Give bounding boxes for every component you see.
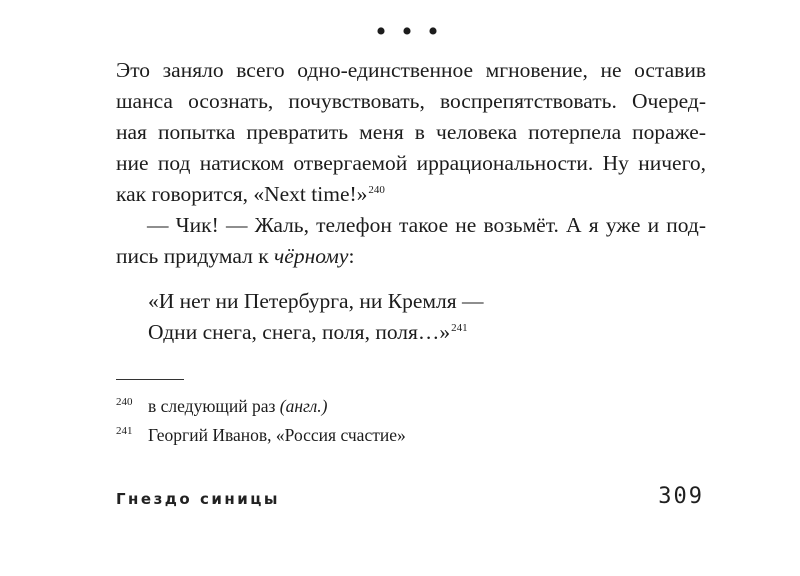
poem-line-2: [148, 317, 483, 348]
section-break-ornament: • • •: [375, 15, 443, 48]
paragraph-1-line-1: Это заняло всего одно-единственное мгновение, не оставив: [116, 58, 706, 82]
footnote-text-main: в следующий раз: [148, 396, 280, 416]
paragraph-2-suffix: :: [348, 244, 355, 268]
footnote-240: [116, 392, 406, 421]
paragraph-1-line-2: шанса осознать, почувствовать, воспрепятствовать. Очеред-: [116, 89, 706, 113]
paragraph-2-line-2: [116, 241, 706, 272]
footnote-ref-241[interactable]: 241: [451, 322, 468, 334]
paragraph-1-line-3: ная попытка превратить меня в человека потерпела пораже-: [116, 120, 706, 144]
running-head-title: Гнездо синицы: [116, 490, 280, 508]
paragraph-1-line-5: [116, 179, 706, 210]
page-number: 309: [658, 484, 704, 509]
paragraph-1-line-4: ние под натиском отвергаемой иррациональности. Ну ничего,: [116, 151, 706, 175]
footnote-separator: [116, 379, 184, 380]
footnote-number: 240: [116, 396, 133, 408]
body-text: [116, 55, 706, 272]
poem-line-2-text: Одни снега, снега, поля, поля…»: [148, 320, 451, 344]
footnote-text-italic: (англ.): [279, 396, 328, 416]
footnote-ref-240[interactable]: 240: [368, 184, 385, 196]
footnotes: [116, 392, 406, 450]
footnote-241: [116, 421, 406, 450]
paragraph-2-line-1: — Чик! — Жаль, телефон такое не возьмёт. А я уже и под-: [147, 213, 706, 237]
paragraph-1-last-text: как говорится, «Next time!»: [116, 182, 368, 206]
footnote-number: 241: [116, 425, 133, 437]
paragraph-2-italic-word: чёрному: [274, 244, 349, 268]
poem-line-1: «И нет ни Петербурга, ни Кремля —: [148, 289, 484, 313]
poem-quote: [148, 286, 483, 348]
footnote-text: [148, 392, 328, 421]
paragraph-2-prefix: пись придумал к: [116, 244, 275, 268]
footnote-text: Георгий Иванов, «Россия счастие»: [148, 425, 406, 445]
